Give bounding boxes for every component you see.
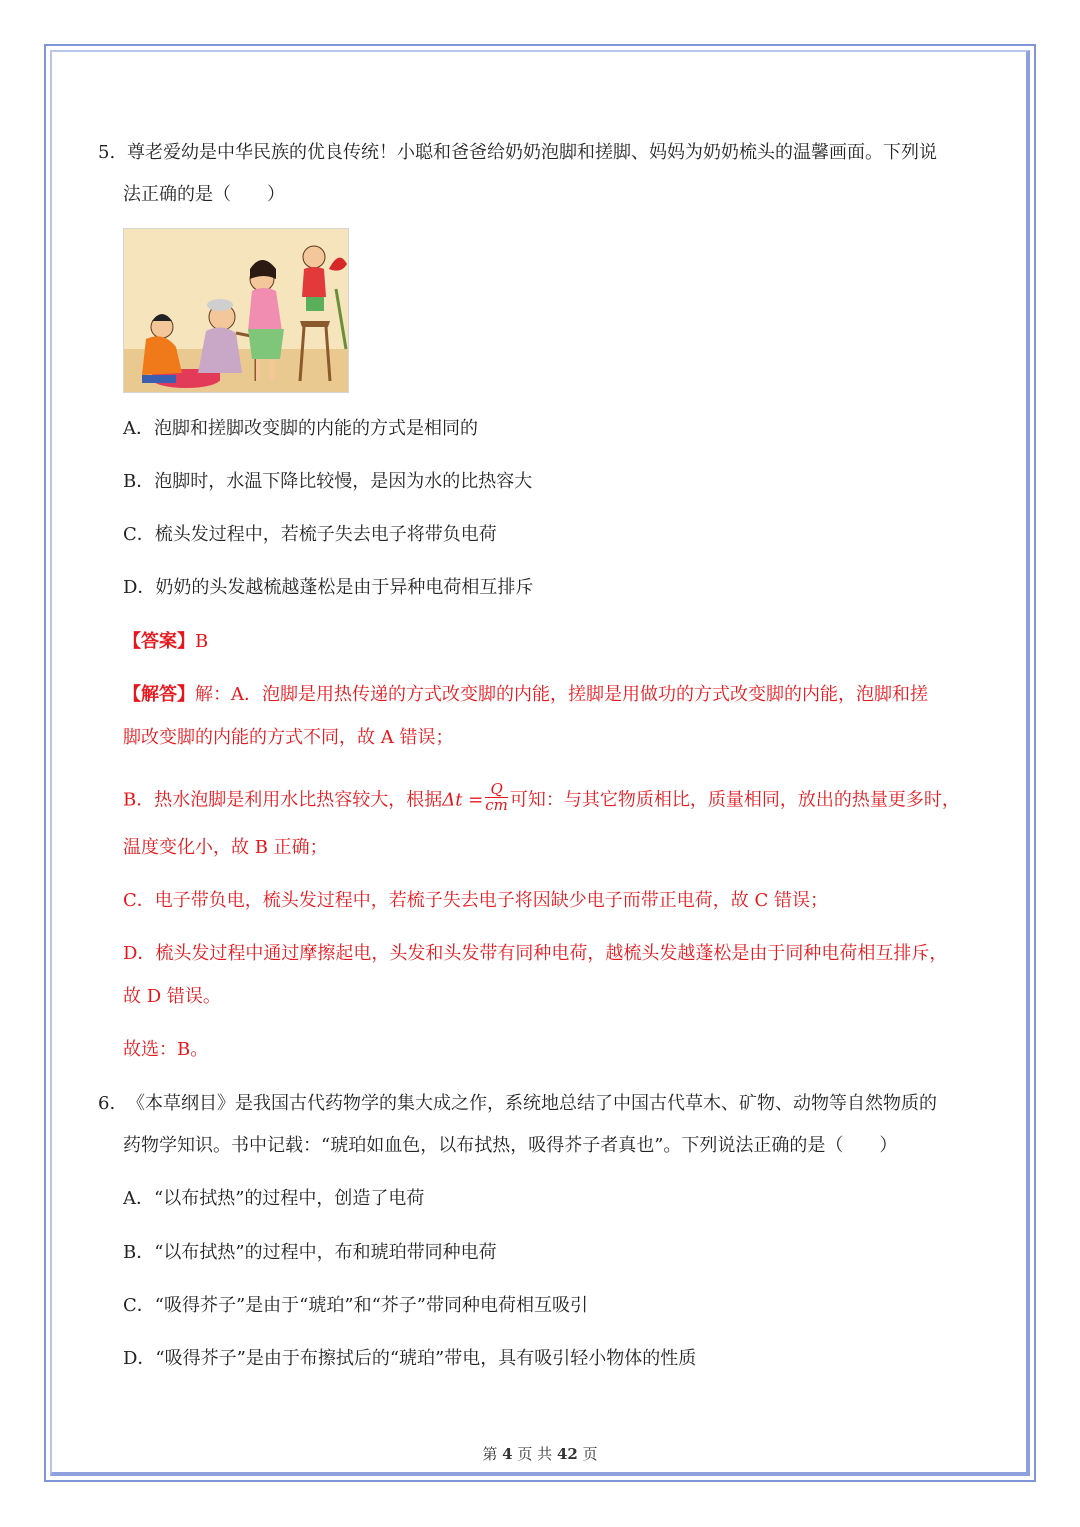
footer-mid: 页 共: [517, 1445, 553, 1463]
formula-numerator: Q: [485, 782, 508, 798]
formula-denominator: cm: [485, 796, 508, 814]
analysis-label: 【解答】: [123, 684, 195, 705]
q6-option-b: B．“以布拭热”的过程中，布和琥珀带同种电荷: [123, 1242, 497, 1263]
footer-pre: 第: [482, 1445, 498, 1463]
q5-illustration: [123, 228, 349, 393]
q5-analysis-b-line1: [123, 780, 960, 814]
q6-option-a: A．“以布拭热”的过程中，创造了电荷: [123, 1188, 425, 1209]
q6-option-c: C．“吸得芥子”是由于“琥珀”和“芥子”带同种电荷相互吸引: [123, 1295, 588, 1316]
q5-analysis-d-line1: D．梳头发过程中通过摩擦起电，头发和头发带有同种电荷，越梳头发越蓬松是由于同种电荷相互排斥，: [123, 943, 948, 964]
q5-stem-line1: 尊老爱幼是中华民族的优良传统！小聪和爸爸给奶奶泡脚和搓脚、妈妈为奶奶梳头的温馨画面。下列说: [127, 142, 937, 163]
q5-option-c: C．梳头发过程中，若梳子失去电子将带负电荷: [123, 524, 497, 545]
page-footer: [0, 1443, 1080, 1464]
q5-option-d: D．奶奶的头发越梳越蓬松是由于异种电荷相互排斥: [123, 577, 534, 598]
footer-page-number: 4: [502, 1445, 513, 1463]
q5-stem-line2: 法正确的是（ ）: [123, 184, 285, 205]
q5-option-a: A．泡脚和搓脚改变脚的内能的方式是相同的: [123, 418, 478, 439]
formula-fraction: [485, 782, 508, 813]
answer-value: B: [195, 631, 209, 652]
q5-analysis-d-line2: 故 D 错误。: [123, 986, 221, 1007]
q5-number: 5.: [98, 142, 116, 163]
q5-option-b: B．泡脚时，水温下降比较慢，是因为水的比热容大: [123, 471, 533, 492]
q5-analysis-b-line2: 温度变化小，故 B 正确；: [123, 837, 328, 858]
q5-analysis-a-line1: [123, 683, 928, 707]
q6-option-d: D．“吸得芥子”是由于布擦拭后的“琥珀”带电，具有吸引轻小物体的性质: [123, 1348, 697, 1369]
formula-lhs: Δt =: [442, 789, 484, 811]
family-care-illustration: [124, 229, 349, 393]
footer-total-pages: 42: [556, 1445, 578, 1463]
analysis-b-post: 可知：与其它物质相比，质量相同，放出的热量更多时，: [509, 789, 960, 811]
footer-post: 页: [582, 1445, 598, 1463]
q6-number: 6.: [98, 1093, 116, 1114]
q6-stem-line1: 《本草纲目》是我国古代药物学的集大成之作，系统地总结了中国古代草木、矿物、动物等自然物质的: [127, 1093, 937, 1114]
q5-conclusion: 故选：B。: [123, 1039, 209, 1060]
q6-stem-line2: 药物学知识。书中记载：“琥珀如血色，以布拭热，吸得芥子者真也”。下列说法正确的是（ ）: [123, 1135, 898, 1156]
q5-analysis-c: C．电子带负电，梳头发过程中，若梳子失去电子将因缺少电子而带正电荷，故 C 错误；: [123, 890, 828, 911]
q5-analysis-a-line2: 脚改变脚的内能的方式不同，故 A 错误；: [123, 727, 454, 748]
answer-label: 【答案】: [123, 631, 195, 652]
analysis-b-pre: B．热水泡脚是利用水比热容较大，根据: [123, 789, 443, 811]
analysis-a-text: 解：A．泡脚是用热传递的方式改变脚的内能，搓脚是用做功的方式改变脚的内能，泡脚和搓: [195, 684, 928, 705]
q5-answer: [123, 630, 208, 654]
